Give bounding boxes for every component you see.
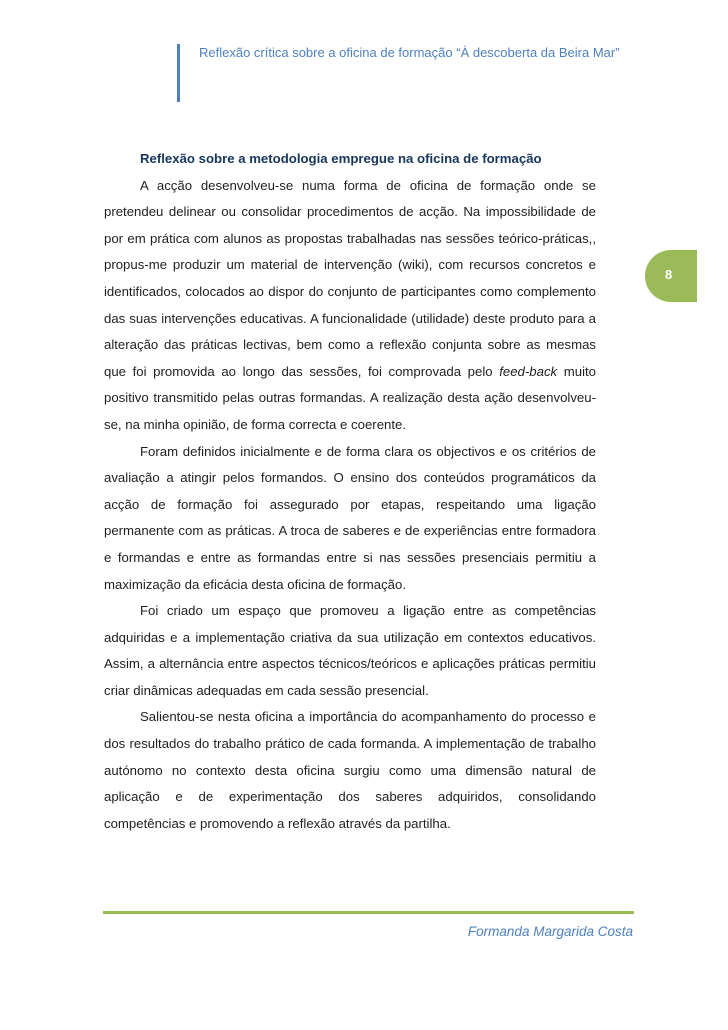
paragraph-1-text-a: A acção desenvolveu-se numa forma de oficina de formação onde se pretendeu delinear ou consolidar procedimentos de acção. Na impossibilidade de por em prática com alunos as propostas trabalhadas nas sessões teórico-práticas,, propus-me produzir um material de intervenção (wiki), com recursos concretos e identificados, colocados ao dispor do conjunto de participantes como complemento das suas intervenções educativas. A funcionalidade (utilidade) deste produto para a alteração das práticas lectivas, bem como a reflexão conjunta sobre as mesmas que foi promovida ao longo das sessões, foi comprovada pelo bbox=[104, 177, 596, 379]
footer-divider bbox=[103, 911, 634, 914]
paragraph-4: Salientou-se nesta oficina a importância do acompanhamento do processo e dos resultados do trabalho prático de cada formanda. A implementação de trabalho autónomo no contexto desta oficina surgiu como uma dimensão natural de aplicação e de experimentação dos saberes adquiridos, consolidando competências e promovendo a reflexão através da partilha. bbox=[104, 709, 596, 831]
footer-author: Formanda Margarida Costa bbox=[467, 924, 633, 939]
header-title: Reflexão crítica sobre a oficina de formação “À descoberta da Beira Mar” bbox=[199, 45, 620, 60]
header-accent-bar bbox=[177, 44, 180, 102]
paragraph-3: Foi criado um espaço que promoveu a ligação entre as competências adquiridas e a implementação criativa da sua utilização em contextos educativos. Assim, a alternância entre aspectos técnicos/teóricos e aplicações práticas permitiu criar dinâmicas adequadas em cada sessão presencial. bbox=[104, 603, 596, 698]
paragraph-2: Foram definidos inicialmente e de forma clara os objectivos e os critérios de avaliação a atingir pelos formandos. O ensino dos conteúdos programáticos da acção de formação foi assegurado por etapas, respeitando uma ligação permanente com as práticas. A troca de saberes e de experiências entre formadora e formandas e entre as formandas entre si nas sessões presenciais permitiu a maximização da eficácia desta oficina de formação. bbox=[104, 443, 596, 592]
page-number: 8 bbox=[665, 267, 673, 282]
paragraph-1 bbox=[104, 173, 596, 439]
section-title: Reflexão sobre a metodologia empregue na oficina de formação bbox=[140, 151, 542, 166]
page-number-badge bbox=[645, 250, 697, 302]
paragraph-1-text-b: muito positivo transmitido pelas outras formandas. A realização desta ação desenvolveu-se, na minha opinião, de forma correcta e coerente. bbox=[104, 363, 596, 432]
paragraph-1-emphasis: feed-back bbox=[499, 363, 558, 379]
document-body bbox=[104, 146, 596, 837]
